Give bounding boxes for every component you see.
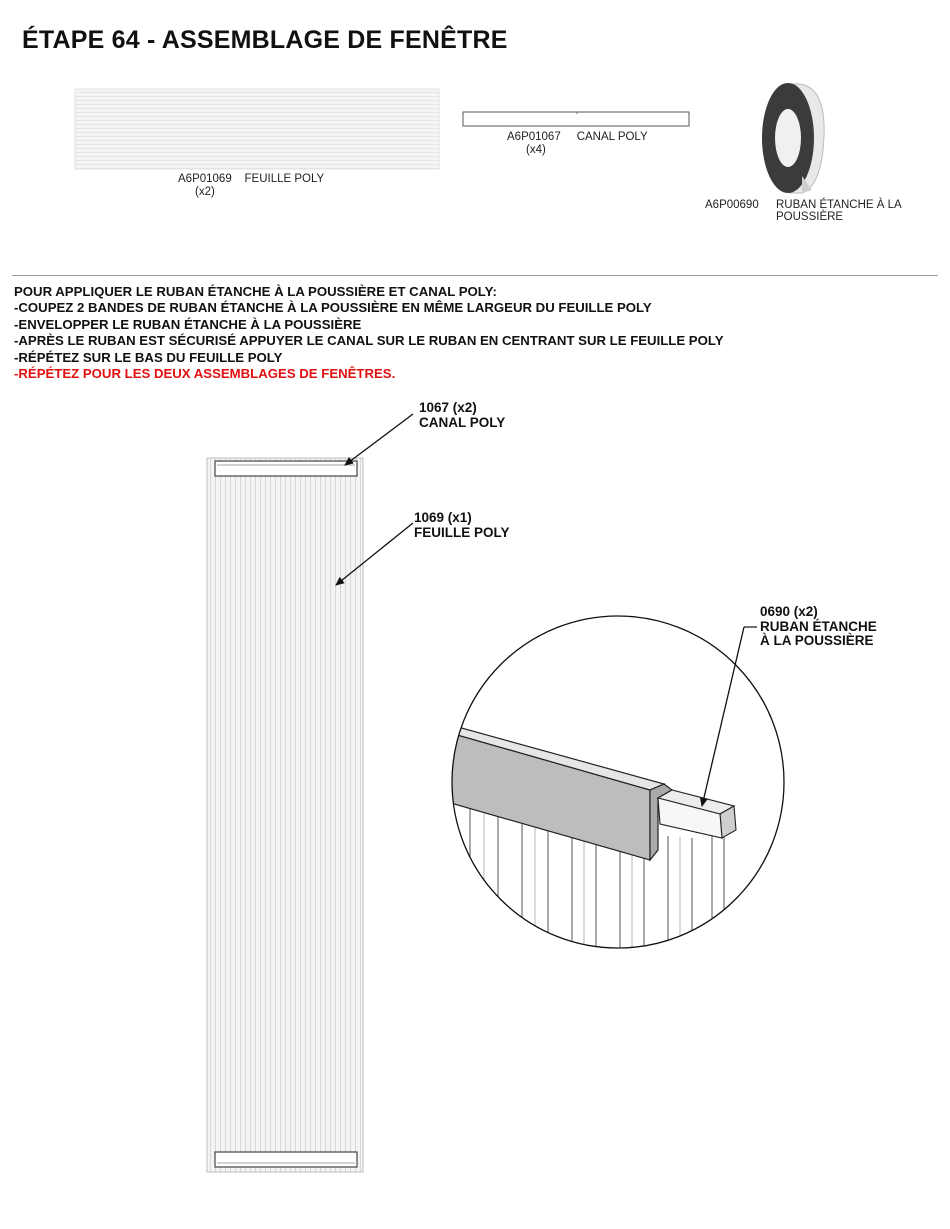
instruction-line: -APRÈS LE RUBAN EST SÉCURISÉ APPUYER LE CANAL SUR LE RUBAN EN CENTRANT SUR LE FEUILLE POLY (14, 333, 724, 349)
page-title: ÉTAPE 64 - ASSEMBLAGE DE FENÊTRE (22, 26, 508, 54)
detail-zoom-circle (440, 600, 800, 960)
tape-roll-thumbnail (762, 83, 824, 193)
callout-line: RUBAN ÉTANCHE (760, 618, 877, 634)
part-code: A6P01067 (507, 131, 561, 143)
callout-line: 0690 (x2) (760, 604, 818, 619)
instruction-line: -RÉPÉTEZ SUR LE BAS DU FEUILLE POLY (14, 349, 283, 365)
instruction-line: -ENVELOPPER LE RUBAN ÉTANCHE À LA POUSSIÈRE (14, 316, 362, 332)
section-divider (12, 275, 938, 276)
part-label-sheet (178, 173, 324, 186)
poly-channel-thumbnail (463, 112, 689, 126)
callout-line: À LA POUSSIÈRE (760, 633, 874, 648)
part-qty: (x2) (195, 186, 215, 198)
part-name: CANAL POLY (576, 131, 648, 143)
part-name: FEUILLE POLY (244, 173, 325, 185)
part-qty: (x4) (526, 144, 546, 156)
instruction-line: POUR APPLIQUER LE RUBAN ÉTANCHE À LA POUSSIÈRE ET CANAL POLY: (14, 284, 497, 299)
poly-sheet-thumbnail (75, 89, 439, 169)
part-name-tape-line2: POUSSIÈRE (776, 211, 844, 223)
instruction-line: -COUPEZ 2 BANDES DE RUBAN ÉTANCHE À LA POUSSIÈRE EN MÊME LARGEUR DU FEUILLE POLY (14, 300, 652, 316)
part-code: A6P01069 (178, 173, 232, 185)
callout-line: CANAL POLY (419, 414, 506, 430)
callout-feuille (414, 511, 510, 540)
part-label-channel (507, 131, 648, 144)
part-name-tape: RUBAN ÉTANCHE À LA (776, 199, 902, 211)
canal-callout-arrow (345, 414, 413, 465)
callout-line: FEUILLE POLY (414, 524, 510, 540)
callout-line: 1067 (x2) (419, 400, 477, 415)
poly-sheet-main (207, 458, 363, 1172)
instruction-warning: -RÉPÉTEZ POUR LES DEUX ASSEMBLAGES DE FENÊTRES. (14, 366, 396, 382)
part-code-tape: A6P00690 (705, 199, 759, 211)
callout-line: 1069 (x1) (414, 510, 472, 525)
poly-channel-top (215, 461, 357, 476)
callout-ruban (760, 605, 877, 649)
callout-canal (419, 401, 505, 430)
instructions-block (14, 284, 724, 382)
poly-channel-bottom (215, 1152, 357, 1167)
